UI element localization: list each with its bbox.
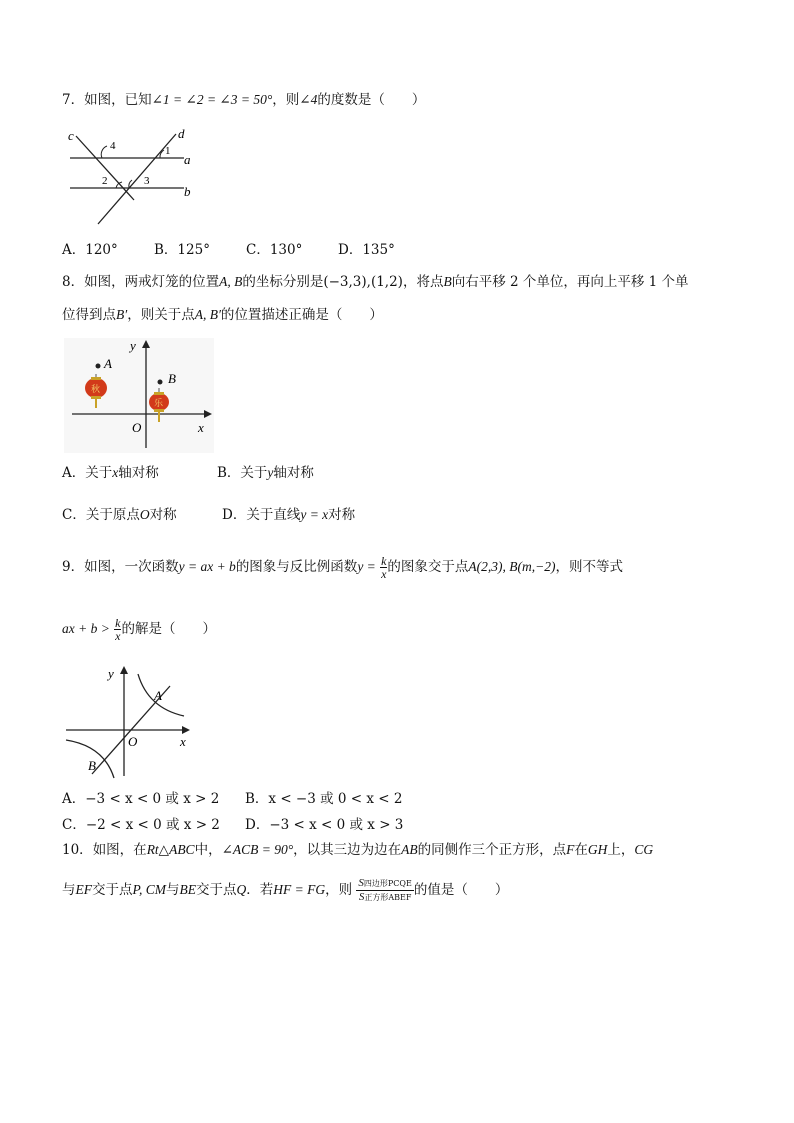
- q10-stem-line1: 10．如图，在Rt△ABC中，∠ACB = 90°，以其三边为边在AB的同侧作三个正方形，点F在GH上，CG: [62, 842, 654, 858]
- q9-options-row2: [62, 815, 403, 835]
- q9-figure: [62, 664, 197, 779]
- q7-label-a: a: [184, 152, 191, 167]
- q8-label-y: y: [130, 338, 136, 353]
- q9-label-b: B: [88, 758, 96, 773]
- q9-label-a: A: [154, 688, 162, 703]
- q9-fraction-k-over-x-2: $\frac{k}{x}$: [115, 616, 121, 643]
- q9-option-a[interactable]: A．−3 < x < 0 或 x > 2: [62, 791, 220, 807]
- q7-figure: [64, 124, 194, 219]
- q8-lantern-b-char: 乐: [154, 399, 164, 409]
- q8-label-a: A: [104, 356, 112, 371]
- q8-option-d[interactable]: D．关于直线y = x对称: [222, 507, 356, 523]
- q9-stem-line2: ax + b > $\frac{k}{x}$ 的解是（ ）: [62, 616, 216, 643]
- q7-label-4: 4: [110, 140, 116, 152]
- q8-option-c[interactable]: C．关于原点O对称: [62, 507, 177, 523]
- q8-options-row2: [62, 505, 355, 525]
- q8-lantern-a-char: 秋: [91, 385, 101, 395]
- q7-option-a[interactable]: A．120°: [62, 242, 118, 258]
- q7-stem: 7．如图，已知∠1 = ∠2 = ∠3 = 50°，则∠4的度数是（ ）: [62, 92, 426, 108]
- q7-option-b[interactable]: B．125°: [154, 242, 210, 258]
- q9-label-y: y: [108, 666, 114, 681]
- q7-option-d[interactable]: D．135°: [338, 242, 395, 258]
- q9-fraction-k-over-x: $\frac{k}{x}$: [381, 554, 387, 581]
- q9-label-x: x: [180, 734, 186, 749]
- q7-option-c[interactable]: C．130°: [246, 242, 303, 258]
- q7-label-3: 3: [144, 175, 150, 187]
- q7-label-c: c: [68, 128, 74, 143]
- q7-label-d: d: [178, 126, 185, 141]
- q7-label-2: 2: [102, 175, 108, 187]
- q8-point-b: [158, 380, 163, 385]
- q8-point-a: [96, 364, 101, 369]
- q8-figure: [64, 338, 214, 453]
- q7-angle-arc-4: [101, 146, 107, 158]
- q7-line-c: [76, 136, 134, 200]
- q7-label-1: 1: [165, 145, 171, 157]
- q9-option-c[interactable]: C．−2 < x < 0 或 x > 2: [62, 817, 220, 833]
- q8-stem-line2: 位得到点B′，则关于点A, B′的位置描述正确是（ ）: [62, 307, 383, 323]
- q9-option-b[interactable]: B．x < −3 或 0 < x < 2: [245, 791, 403, 807]
- q9-stem-line1: 9．如图，一次函数y = ax + b的图象与反比例函数y = $\frac{k}{x}$ 的图象交于点A(2,3), B(m,−2)，则不等式: [62, 554, 624, 581]
- q8-label-b: B: [168, 371, 176, 386]
- q8-options-row1: [62, 463, 314, 483]
- q7-options: [62, 240, 395, 260]
- q7-label-b: b: [184, 184, 191, 199]
- q8-stem-line1: 8．如图，两戒灯笼的位置A, B的坐标分别是(−3,3),(1,2)，将点B向右平移 2 个单位，再向上平移 1 个单: [62, 274, 689, 290]
- q8-option-b[interactable]: B．关于y轴对称: [217, 465, 314, 481]
- q8-label-o: O: [132, 420, 142, 435]
- q9-label-o: O: [128, 734, 138, 749]
- q8-label-x: x: [198, 420, 204, 435]
- q8-option-a[interactable]: A．关于x轴对称: [62, 465, 159, 481]
- q9-option-d[interactable]: D．−3 < x < 0 或 x > 3: [245, 817, 404, 833]
- q10-area-ratio: $\frac{\text{S四边形PCQE}}{\text{S正方形ABEF}}$: [358, 877, 412, 903]
- q9-options-row1: [62, 789, 403, 809]
- q10-stem-line2: 与EF交于点P, CM与BE交于点Q．若HF = FG，则 $\frac{\text{S四边形PCQE}}{\text{S正方形ABEF}}$ 的值是（ ）: [62, 877, 509, 903]
